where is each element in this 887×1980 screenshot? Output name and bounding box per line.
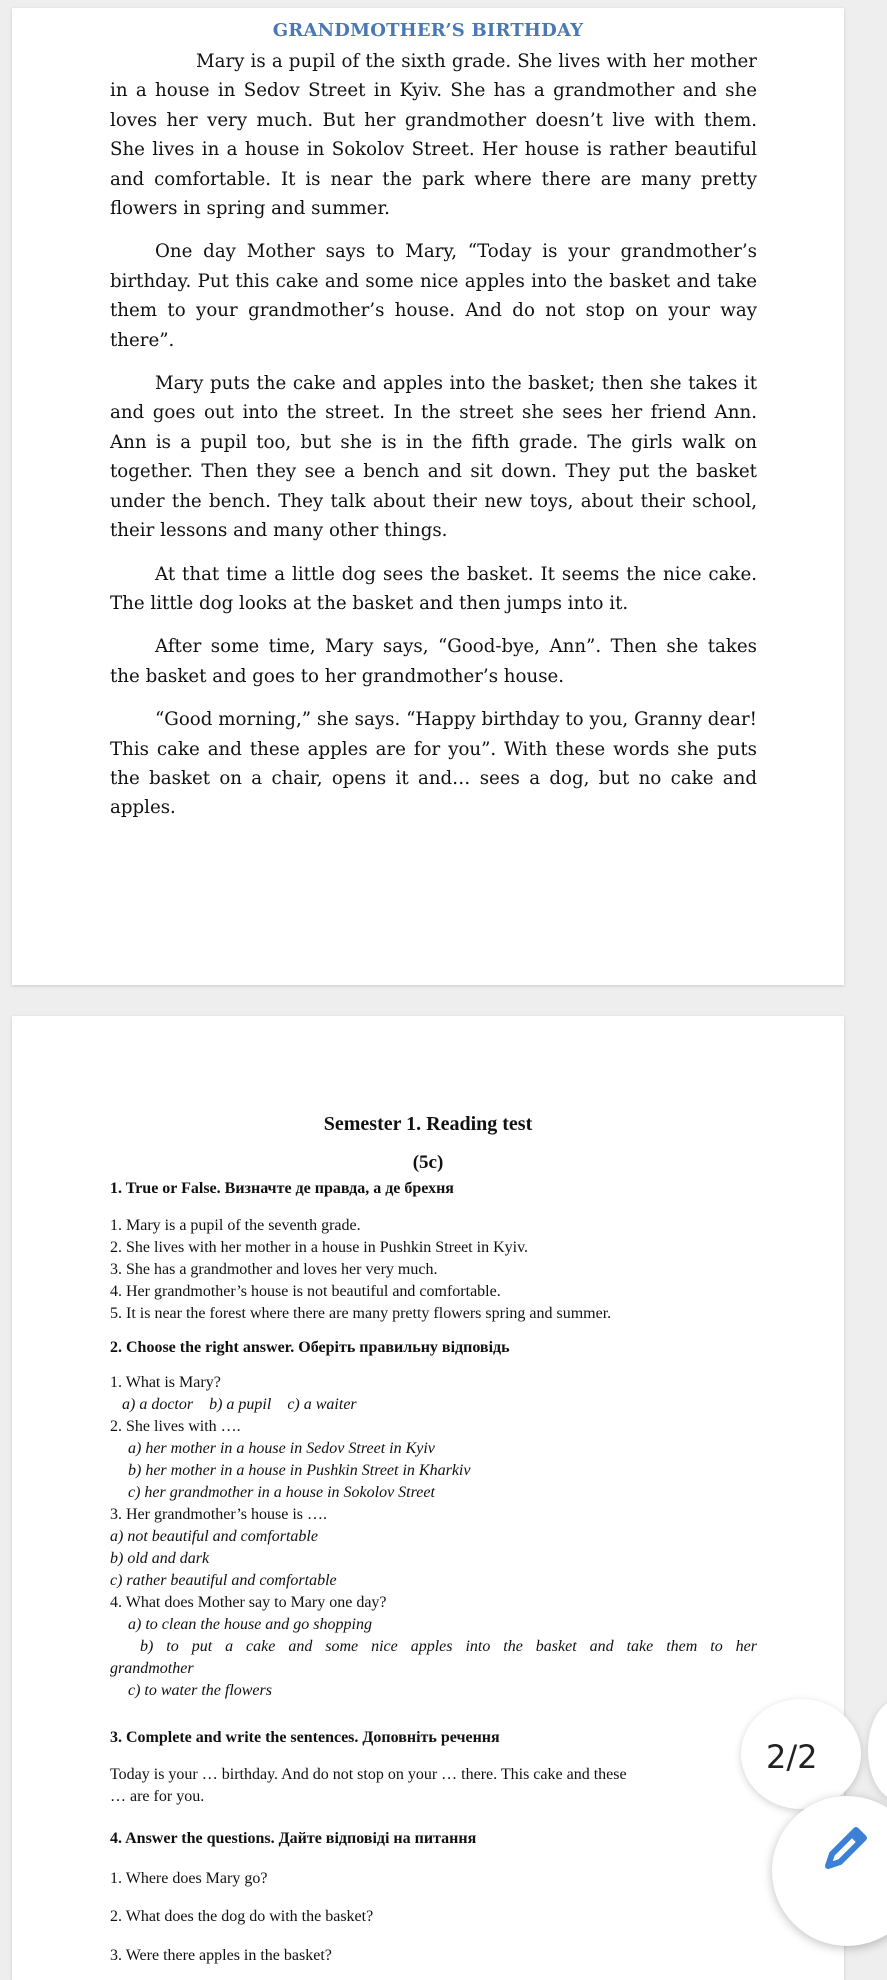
task4-heading: 4. Answer the questions. Дайте відповіді на питання: [110, 1830, 477, 1847]
page-indicator-text: 2/2: [766, 1738, 818, 1776]
pencil-icon: [818, 1820, 874, 1876]
task2-option: c) rather beautiful and comfortable: [110, 1572, 337, 1589]
story-title: GRANDMOTHER’S BIRTHDAY: [272, 20, 584, 41]
task1-item: 4. Her grandmother’s house is not beautiful and comfortable.: [110, 1283, 501, 1300]
task1-item: 5. It is near the forest where there are many pretty flowers spring and summer.: [110, 1305, 612, 1322]
task2-option: a) not beautiful and comfortable: [110, 1528, 318, 1545]
test-title: Semester 1. Reading test: [323, 1113, 533, 1135]
task1-heading: 1. True or False. Визначте де правда, а де брехня: [110, 1180, 454, 1197]
test-subtitle: (5c): [412, 1152, 444, 1173]
task4-question: 2. What does the dog do with the basket?: [110, 1908, 374, 1925]
task2-option: c) to water the flowers: [128, 1682, 272, 1699]
document-page-2: [12, 1016, 844, 1980]
task3-heading: 3. Complete and write the sentences. Доповніть речення: [110, 1729, 500, 1746]
task2-option: c) her grandmother in a house in Sokolov Street: [128, 1484, 435, 1501]
task2-option: b) her mother in a house in Pushkin Street in Kharkiv: [128, 1462, 471, 1479]
task2-question: 3. Her grandmother’s house is ….: [110, 1506, 327, 1523]
task2-option: a) her mother in a house in Sedov Street in Kyiv: [128, 1440, 435, 1457]
page-indicator: [741, 1699, 861, 1809]
task2-options: a) a doctor b) a pupil c) a waiter: [122, 1396, 357, 1413]
task2-question: 4. What does Mother say to Mary one day?: [110, 1594, 387, 1611]
task4-question: 1. Where does Mary go?: [110, 1870, 268, 1887]
task2-option-cont: grandmother: [110, 1660, 194, 1677]
task4-question: 3. Were there apples in the basket?: [110, 1947, 332, 1964]
task1-item: 3. She has a grandmother and loves her very much.: [110, 1261, 438, 1278]
story-paragraph: At that time a little dog sees the basket. It seems the nice cake. The little dog looks at the basket and then jumps into it.: [110, 563, 757, 614]
story-paragraph: “Good morning,” she says. “Happy birthday to you, Granny dear! This cake and these apples are for you”. With these words she puts the basket on a chair, opens it and… sees a dog, but no cake and apples.: [110, 709, 757, 819]
story-paragraph: One day Mother says to Mary, “Today is your grandmother’s birthday. Put this cake and some nice apples into the basket and take them to your grandmother’s house. And do not stop on your way there”.: [110, 241, 757, 351]
task2-question: 1. What is Mary?: [110, 1374, 221, 1391]
task2-heading: 2. Choose the right answer. Оберіть правильну відповідь: [110, 1339, 510, 1356]
task2-question: 2. She lives with ….: [110, 1418, 241, 1435]
task2-option: b) old and dark: [110, 1550, 210, 1567]
story-text: [110, 47, 757, 837]
story-paragraph: Mary puts the cake and apples into the basket; then she takes it and goes out into the street. In the street she sees her friend Ann. Ann is a pupil too, but she is in the fifth grade. The girls walk on together. Then they see a bench and sit down. They put the basket under the bench. They talk about their new toys, about their school, their lessons and many other things.: [110, 373, 757, 542]
task3-sentence: Today is your … birthday. And do not stop on your … there. This cake and these: [110, 1766, 627, 1783]
task1-item: 1. Mary is a pupil of the seventh grade.: [110, 1217, 361, 1234]
task3-sentence: … are for you.: [110, 1788, 205, 1805]
task2-option: b) to put a cake and some nice apples into the basket and take them to her: [140, 1638, 757, 1655]
next-page-edge[interactable]: [868, 1700, 887, 1800]
task2-option: a) to clean the house and go shopping: [128, 1616, 372, 1633]
task1-item: 2. She lives with her mother in a house in Pushkin Street in Kyiv.: [110, 1239, 529, 1256]
story-paragraph: After some time, Mary says, “Good-bye, Ann”. Then she takes the basket and goes to her grandmother’s house.: [110, 636, 757, 687]
document-page-1: [12, 8, 844, 985]
story-paragraph: Mary is a pupil of the sixth grade. She lives with her mother in a house in Sedov Street in Kyiv. She has a grandmother and she loves her very much. But her grandmother doesn’t live with them. She lives in a house in Sokolov Street. Her house is rather beautiful and comfortable. It is near the park where there are many pretty flowers in spring and summer.: [110, 51, 757, 220]
